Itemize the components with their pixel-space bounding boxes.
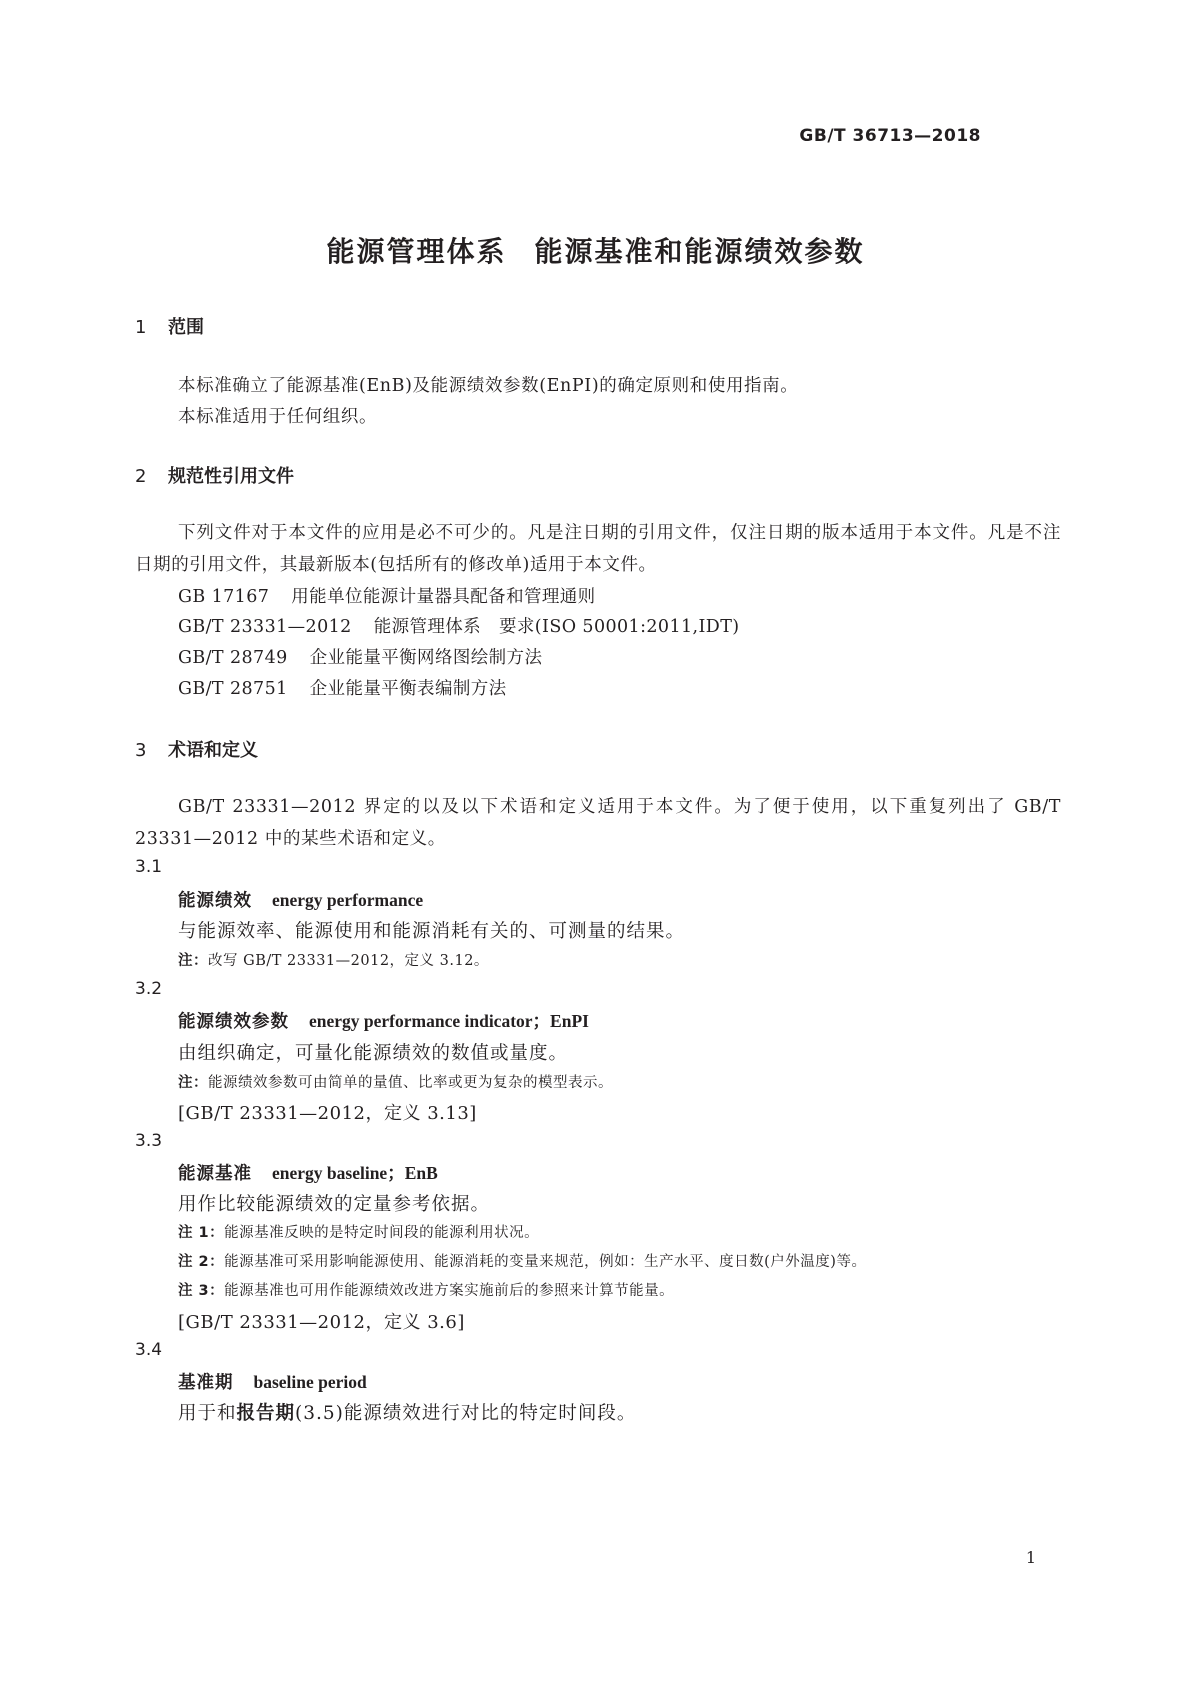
term-heading: 能源基准 energy baseline；EnB bbox=[178, 1163, 438, 1184]
term-note: 注 1：能源基准反映的是特定时间段的能源利用状况。 bbox=[178, 1225, 540, 1241]
term-source: [GB/T 23331—2012，定义 3.13] bbox=[178, 1103, 477, 1124]
term-number: 3.1 bbox=[135, 857, 163, 877]
term-definition: 用作比较能源绩效的定量参考依据。 bbox=[178, 1194, 491, 1215]
term-source: [GB/T 23331—2012，定义 3.6] bbox=[178, 1312, 465, 1333]
standard-code: GB/T 36713—2018 bbox=[799, 126, 981, 146]
document-title bbox=[0, 230, 1191, 270]
term-note: 注：能源绩效参数可由简单的量值、比率或更为复杂的模型表示。 bbox=[178, 1075, 613, 1091]
section-1-heading: 1 范围 bbox=[135, 317, 204, 338]
term-number: 3.3 bbox=[135, 1131, 163, 1151]
section-3-heading: 3 术语和定义 bbox=[135, 740, 258, 761]
term-note: 注 3：能源基准也可用作能源绩效改进方案实施前后的参照来计算节能量。 bbox=[178, 1283, 675, 1299]
term-definition: 由组织确定，可量化能源绩效的数值或量度。 bbox=[178, 1043, 569, 1064]
term-number: 3.2 bbox=[135, 979, 163, 999]
normative-reference: GB/T 28751 企业能量平衡表编制方法 bbox=[178, 679, 507, 699]
page-number: 1 bbox=[1025, 1548, 1036, 1567]
term-note: 注 2：能源基准可采用影响能源使用、能源消耗的变量来规范，例如：生产水平、度日数(户外温度)等。 bbox=[178, 1254, 867, 1270]
term-definition: 与能源效率、能源使用和能源消耗有关的、可测量的结果。 bbox=[178, 921, 686, 942]
section-1-paragraph-1: 本标准确立了能源基准(EnB)及能源绩效参数(EnPI)的确定原则和使用指南。 bbox=[178, 376, 799, 396]
normative-reference: GB 17167 用能单位能源计量器具配备和管理通则 bbox=[178, 587, 596, 607]
section-1-paragraph-2: 本标准适用于任何组织。 bbox=[178, 407, 378, 427]
normative-reference: GB/T 28749 企业能量平衡网络图绘制方法 bbox=[178, 648, 543, 668]
section-2-intro: 下列文件对于本文件的应用是必不可少的。凡是注日期的引用文件，仅注日期的版本适用于本文件。凡是不注日期的引用文件，其最新版本(包括所有的修改单)适用于本文件。 bbox=[135, 523, 1061, 575]
title-part1: 能源管理体系 bbox=[326, 235, 507, 268]
term-cross-reference: 报告期 bbox=[236, 1403, 296, 1424]
section-3-intro: GB/T 23331—2012 界定的以及以下术语和定义适用于本文件。为了便于使用，以下重复列出了 GB/T 23331—2012 中的某些术语和定义。 bbox=[135, 797, 1061, 849]
term-note: 注：改写 GB/T 23331—2012，定义 3.12。 bbox=[178, 953, 489, 969]
term-number: 3.4 bbox=[135, 1340, 163, 1360]
title-part2: 能源基准和能源绩效参数 bbox=[534, 235, 865, 268]
term-definition: 用于和报告期(3.5)能源绩效进行对比的特定时间段。 bbox=[178, 1403, 637, 1424]
term-heading: 能源绩效 energy performance bbox=[178, 890, 424, 911]
term-heading: 基准期 baseline period bbox=[178, 1372, 367, 1393]
term-heading: 能源绩效参数 energy performance indicator；EnPI bbox=[178, 1011, 589, 1032]
section-2-heading: 2 规范性引用文件 bbox=[135, 466, 294, 487]
normative-reference: GB/T 23331—2012 能源管理体系 要求(ISO 50001:2011,IDT) bbox=[178, 617, 740, 637]
